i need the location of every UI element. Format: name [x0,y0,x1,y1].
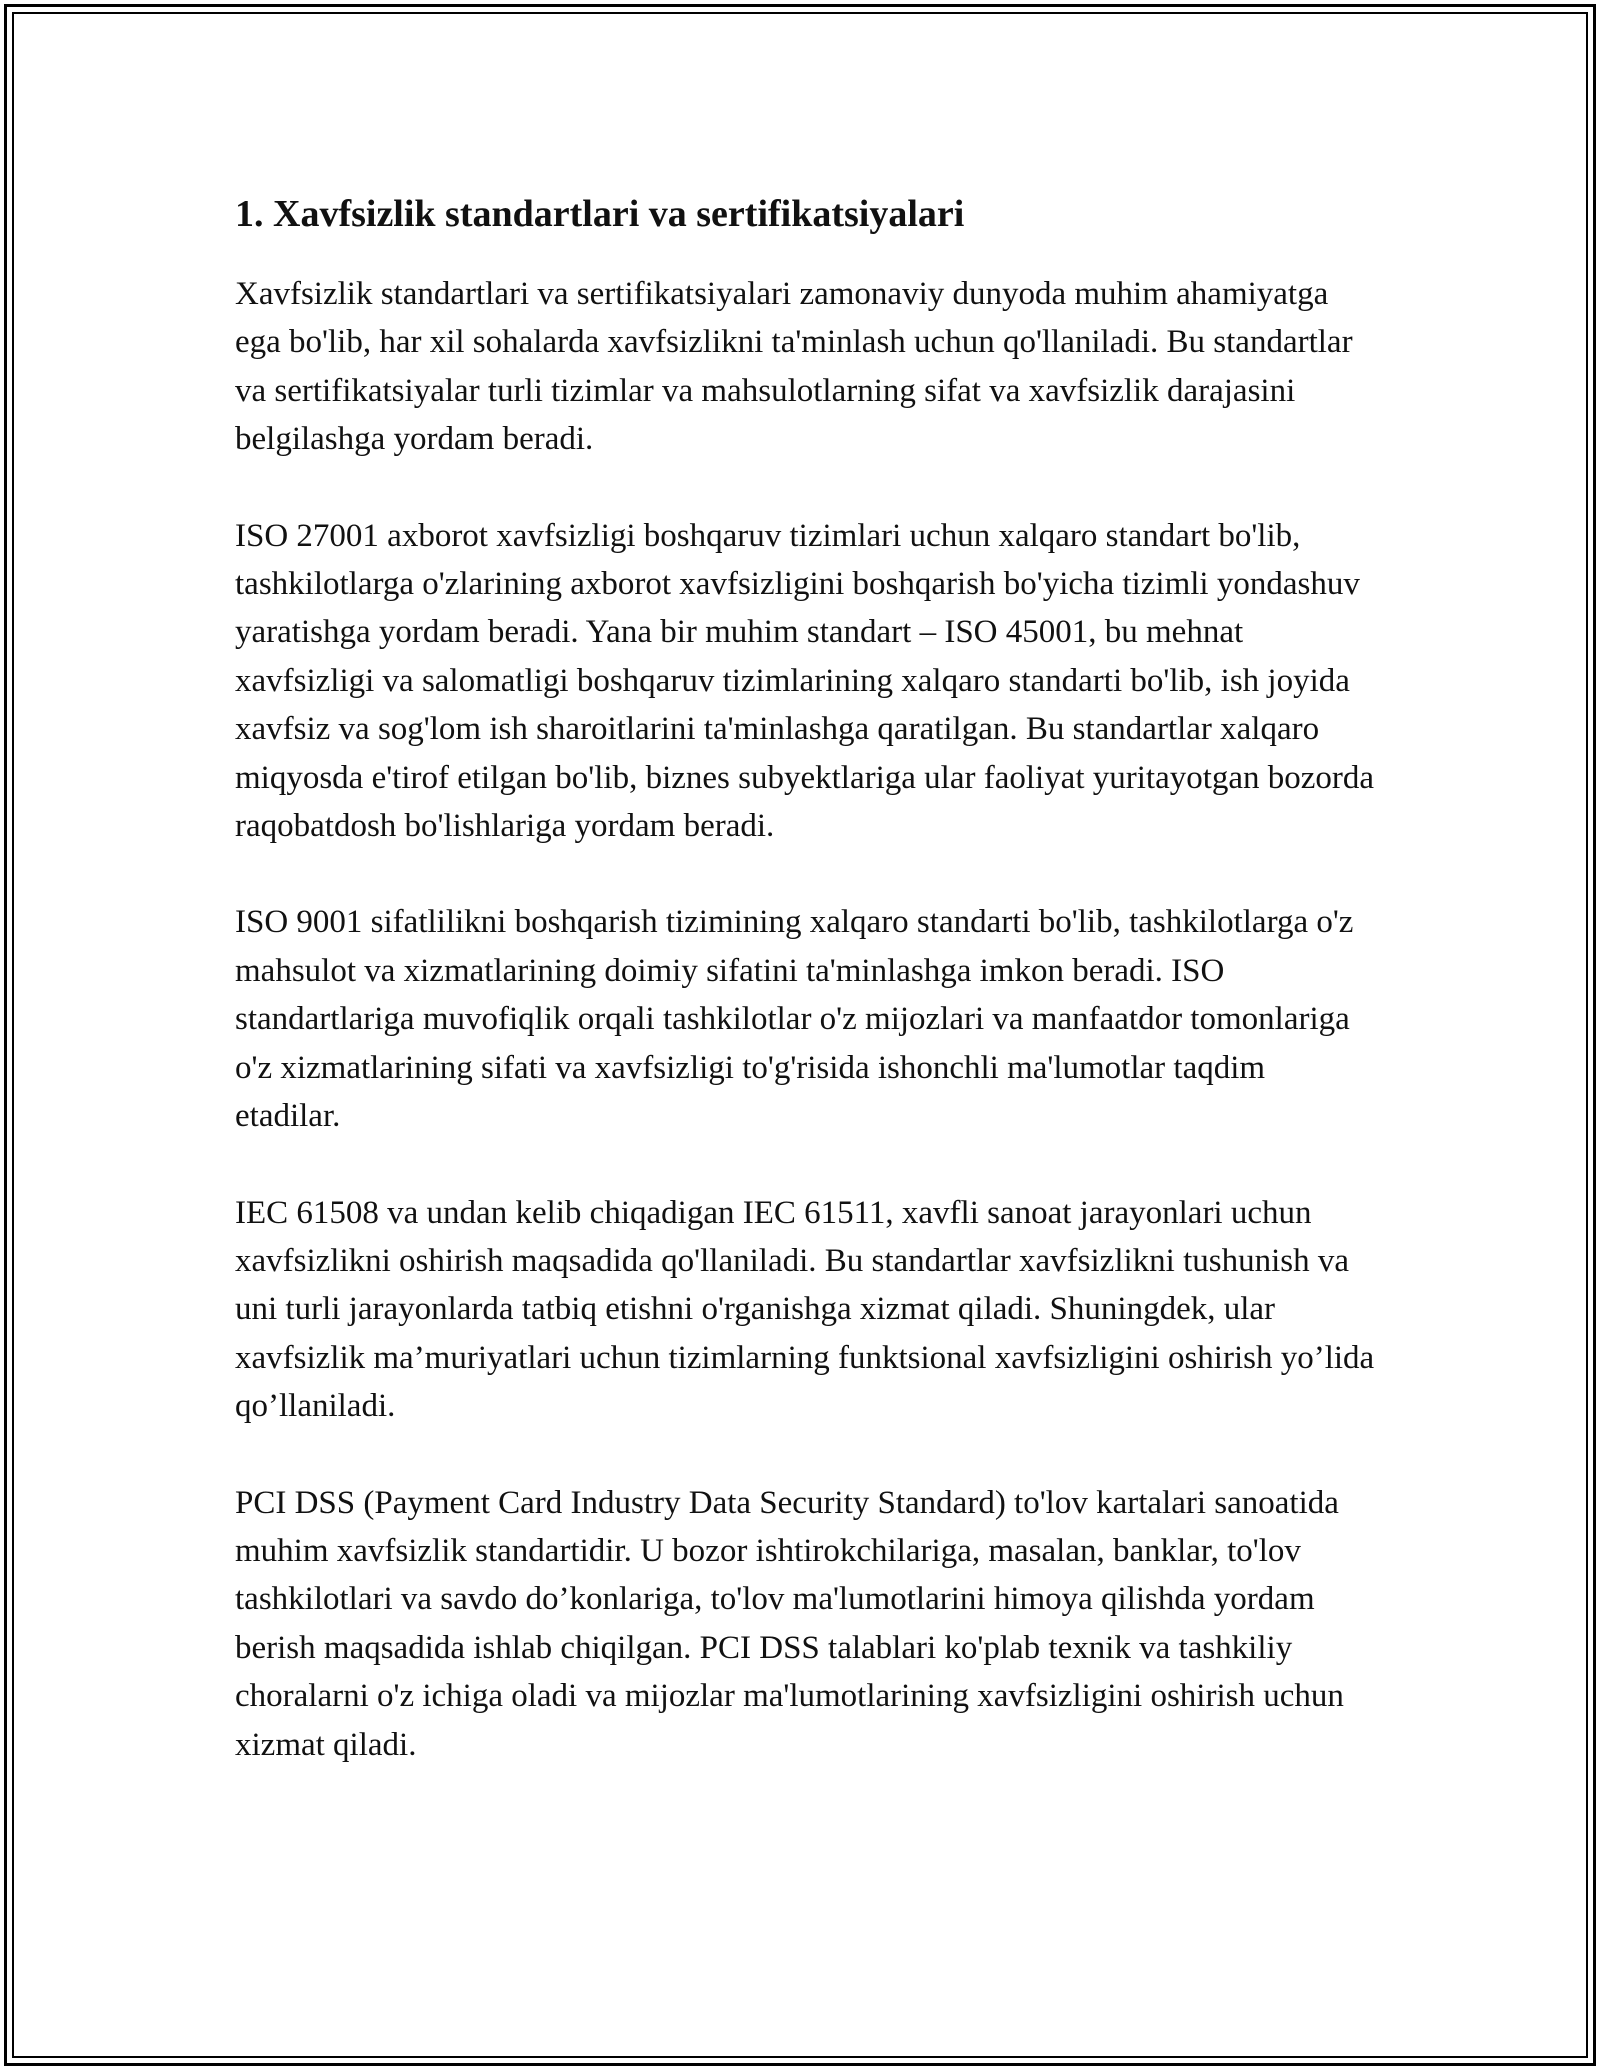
paragraph-iec-61508: IEC 61508 va undan kelib chiqadigan IEC 61511, xavfli sanoat jarayonlari uchun xavfsizlikni oshirish maqsadida qo'llaniladi. Bu standartlar xavfsizlikni tushunish va uni turli jarayonlarda tatbiq etishni o'rganishga xizmat qiladi. Shuningdek, ular xavfsizlik ma’muriyatlari uchun tizimlarning funktsional xavfsizligini oshirish yo’lida qo’llaniladi. [235,1194,1375,1425]
paragraph-iso-27001: ISO 27001 axborot xavfsizligi boshqaruv tizimlari uchun xalqaro standart bo'lib, tashkilotlarga o'zlarining axborot xavfsizligini boshqarish bo'yicha tizimli yondashuv yaratishga yordam beradi. Yana bir muhim standart – ISO 45001, bu mehnat xavfsizligi va salomatligi boshqaruv tizimlarining xalqaro standarti bo'lib, ish joyida xavfsiz va sog'lom ish sharoitlarini ta'minlashga qaratilgan. Bu standartlar xalqaro miqyosda e'tirof etilgan bo'lib, biznes subyektlariga ular faoliyat yuritayotgan bozorda raqobatdosh bo'lishlariga yordam beradi. [235,517,1375,845]
document-body [235,186,1375,1769]
paragraph-iso-9001: ISO 9001 sifatlilikni boshqarish tizimining xalqaro standarti bo'lib, tashkilotlarga o'z mahsulot va xizmatlarining doimiy sifatini ta'minlashga imkon beradi. ISO standartlariga muvofiqlik orqali tashkilotlar o'z mijozlari va manfaatdor tomonlariga o'z xizmatlarining sifati va xavfsizligi to'g'risida ishonchli ma'lumotlar taqdim etadilar. [235,904,1354,1135]
section-heading: 1. Xavfsizlik standartlari va sertifikatsiyalari [235,193,965,235]
paragraph-intro: Xavfsizlik standartlari va sertifikatsiyalari zamonaviy dunyoda muhim ahamiyatga ega bo'lib, har xil sohalarda xavfsizlikni ta'minlash uchun qo'llaniladi. Bu standartlar va sertifikatsiyalar turli tizimlar va mahsulotlarning sifat va xavfsizlik darajasini belgilashga yordam beradi. [235,276,1353,458]
paragraph-pci-dss: PCI DSS (Payment Card Industry Data Security Standard) to'lov kartalari sanoatida muhim xavfsizlik standartidir. U bozor ishtirokchilariga, masalan, banklar, to'lov tashkilotlari va savdo do’konlariga, to'lov ma'lumotlarini himoya qilishda yordam berish maqsadida ishlab chiqilgan. PCI DSS talablari ko'plab texnik va tashkiliy choralarni o'z ichiga oladi va mijozlar ma'lumotlarining xavfsizligini oshirish uchun xizmat qiladi. [235,1484,1344,1763]
